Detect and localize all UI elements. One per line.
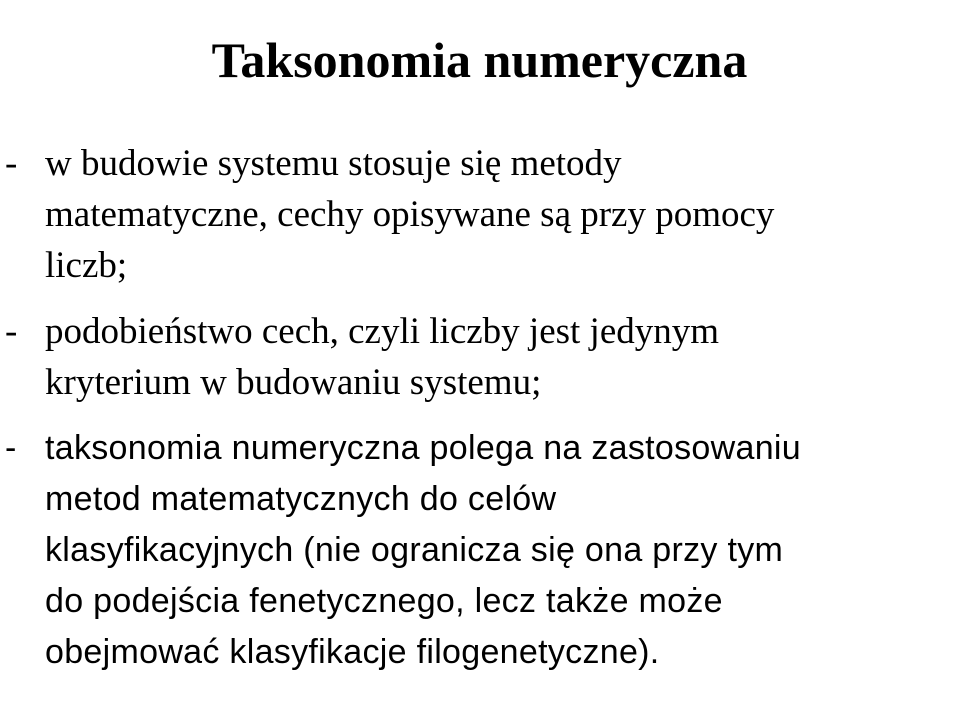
slide-title: Taksonomia numeryczna [211,31,748,88]
bullet-item [0,423,959,678]
bullet-line: w budowie systemu stosuje się metody [45,143,622,184]
bullet-line: obejmować klasyfikacje filogenetyczne). [45,633,660,671]
bullet-list [0,138,959,693]
bullet-line: klasyfikacyjnych (nie ogranicza się ona przy tym [45,531,784,569]
bullet-line: taksonomia numeryczna polega na zastosowaniu [45,429,801,467]
bullet-dash: - [5,143,18,184]
bullet-line: kryterium w budowaniu systemu; [45,362,542,403]
bullet-line: matematyczne, cechy opisywane są przy pomocy [45,194,775,235]
bullet-line: podobieństwo cech, czyli liczby jest jedynym [45,311,720,352]
bullet-dash: - [5,429,17,467]
bullet-item [0,306,959,408]
bullet-item [0,138,959,291]
bullet-line: liczb; [45,245,128,286]
bullet-line: metod matematycznych do celów [45,480,557,518]
bullet-line: do podejścia fenetycznego, lecz także może [45,582,723,620]
bullet-dash: - [5,311,18,352]
